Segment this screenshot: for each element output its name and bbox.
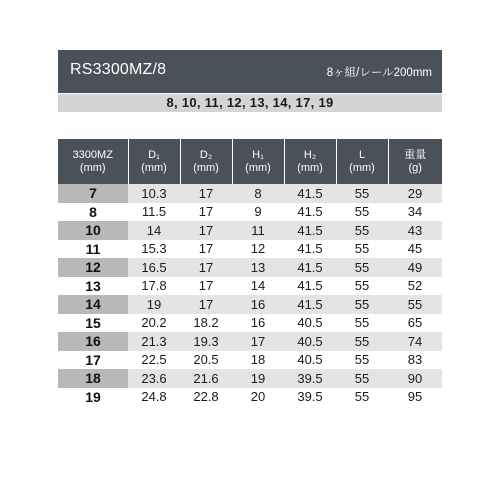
table-cell: 90 <box>388 369 442 388</box>
table-cell: 55 <box>354 278 370 294</box>
column-unit: (g) <box>408 161 422 174</box>
table-cell: 40.5 <box>284 332 336 351</box>
table-cell: 17 <box>180 184 232 203</box>
table-cell: 10.3 <box>128 184 180 203</box>
table-cell: 16 <box>250 315 266 331</box>
table-cell: 39.5 <box>297 389 323 405</box>
table-cell: 55 <box>354 204 370 220</box>
table-cell: 40.5 <box>297 352 323 368</box>
size-cell: 11 <box>58 240 128 259</box>
table-cell: 41.5 <box>284 258 336 277</box>
column-label: D₁ <box>148 148 160 161</box>
table-cell: 13 <box>232 258 284 277</box>
table-row <box>58 184 442 203</box>
table-cell: 23.6 <box>128 369 180 388</box>
table-row <box>58 388 442 407</box>
table-cell: 20.5 <box>193 352 219 368</box>
table-cell: 34 <box>407 204 423 220</box>
column-unit: (mm) <box>349 161 375 174</box>
table-cell: 17 <box>180 221 232 240</box>
table-row <box>58 258 442 277</box>
table-cell: 41.5 <box>297 204 323 220</box>
table-cell: 17.8 <box>141 278 167 294</box>
table-cell: 12 <box>250 241 266 257</box>
column-header <box>180 139 232 184</box>
table-cell: 14 <box>250 278 266 294</box>
size-cell: 16 <box>58 332 128 351</box>
table-cell: 21.6 <box>180 369 232 388</box>
size-cell: 12 <box>58 258 128 277</box>
table-cell: 43 <box>388 221 442 240</box>
table-cell: 19.3 <box>180 332 232 351</box>
size-cell: 7 <box>58 184 128 203</box>
table-cell: 41.5 <box>297 278 323 294</box>
table-cell: 8 <box>232 184 284 203</box>
table-cell: 55 <box>336 258 388 277</box>
table-cell: 65 <box>407 315 423 331</box>
table-cell: 45 <box>407 241 423 257</box>
table-cell: 40.5 <box>297 315 323 331</box>
table-cell: 21.3 <box>128 332 180 351</box>
table-cell: 17 <box>198 204 214 220</box>
column-header <box>336 139 388 184</box>
column-label: 重量 <box>404 148 427 161</box>
table-cell: 55 <box>354 241 370 257</box>
table-row <box>58 277 442 296</box>
model-number: RS3300MZ/8 <box>70 61 167 78</box>
table-cell: 18 <box>250 352 266 368</box>
table-cell: 22.8 <box>193 389 219 405</box>
table-cell: 11.5 <box>141 204 167 220</box>
column-label: H₁ <box>252 148 264 161</box>
table-cell: 55 <box>354 315 370 331</box>
table-cell: 41.5 <box>284 295 336 314</box>
table-cell: 55 <box>336 332 388 351</box>
column-label: D₂ <box>199 148 213 161</box>
size-cell: 14 <box>58 295 128 314</box>
table-cell: 55 <box>336 221 388 240</box>
table-row <box>58 351 442 370</box>
table-cell: 55 <box>354 352 370 368</box>
table-cell: 14 <box>128 221 180 240</box>
table-cell: 24.8 <box>141 389 167 405</box>
table-cell: 17 <box>180 258 232 277</box>
table-cell: 17 <box>180 295 232 314</box>
table-row <box>58 369 442 388</box>
spec-table-body <box>58 184 442 406</box>
table-cell: 29 <box>388 184 442 203</box>
table-cell: 17 <box>232 332 284 351</box>
table-row <box>58 295 442 314</box>
table-row <box>58 203 442 222</box>
title-bar <box>58 50 442 93</box>
table-cell: 18.2 <box>193 315 219 331</box>
set-info: 8ヶ組/レール200mm <box>326 67 432 79</box>
table-cell: 20.2 <box>141 315 167 331</box>
table-cell: 55 <box>388 295 442 314</box>
column-label: 3300MZ <box>72 148 113 161</box>
column-label: L <box>358 148 366 161</box>
table-cell: 16.5 <box>128 258 180 277</box>
table-cell: 22.5 <box>141 352 167 368</box>
table-cell: 11 <box>232 221 284 240</box>
size-cell: 17 <box>58 351 128 370</box>
table-cell: 55 <box>336 295 388 314</box>
table-cell: 74 <box>388 332 442 351</box>
column-label: H₂ <box>303 148 317 161</box>
table-cell: 16 <box>232 295 284 314</box>
column-unit: (mm) <box>297 161 323 174</box>
table-cell: 55 <box>336 184 388 203</box>
table-cell: 17 <box>198 241 214 257</box>
table-cell: 49 <box>388 258 442 277</box>
table-cell: 9 <box>254 204 262 220</box>
spec-table-header <box>58 139 442 184</box>
table-row <box>58 240 442 259</box>
size-cell: 13 <box>58 277 128 296</box>
table-cell: 19 <box>128 295 180 314</box>
column-header <box>388 139 442 184</box>
table-cell: 83 <box>407 352 423 368</box>
table-row <box>58 314 442 333</box>
column-unit: (mm) <box>193 161 219 174</box>
table-cell: 17 <box>198 278 214 294</box>
table-cell: 55 <box>354 389 370 405</box>
table-cell: 41.5 <box>284 184 336 203</box>
header-row <box>58 139 442 184</box>
table-cell: 55 <box>336 369 388 388</box>
sizes-list: 8, 10, 11, 12, 13, 14, 17, 19 <box>58 94 442 112</box>
table-cell: 52 <box>407 278 423 294</box>
table-cell: 39.5 <box>284 369 336 388</box>
size-cell: 8 <box>58 203 128 222</box>
column-header <box>232 139 284 184</box>
size-cell: 10 <box>58 221 128 240</box>
size-cell: 15 <box>58 314 128 333</box>
table-cell: 15.3 <box>141 241 167 257</box>
table-row <box>58 332 442 351</box>
size-cell: 18 <box>58 369 128 388</box>
column-unit: (mm) <box>79 161 106 174</box>
spec-table <box>58 139 442 406</box>
column-header <box>58 139 128 184</box>
size-cell: 19 <box>58 388 128 407</box>
column-header <box>128 139 180 184</box>
table-cell: 19 <box>232 369 284 388</box>
table-cell: 41.5 <box>297 241 323 257</box>
column-unit: (mm) <box>141 161 167 174</box>
table-cell: 41.5 <box>284 221 336 240</box>
table-cell: 95 <box>407 389 423 405</box>
column-header <box>284 139 336 184</box>
column-unit: (mm) <box>245 161 271 174</box>
table-cell: 20 <box>250 389 266 405</box>
table-row <box>58 221 442 240</box>
